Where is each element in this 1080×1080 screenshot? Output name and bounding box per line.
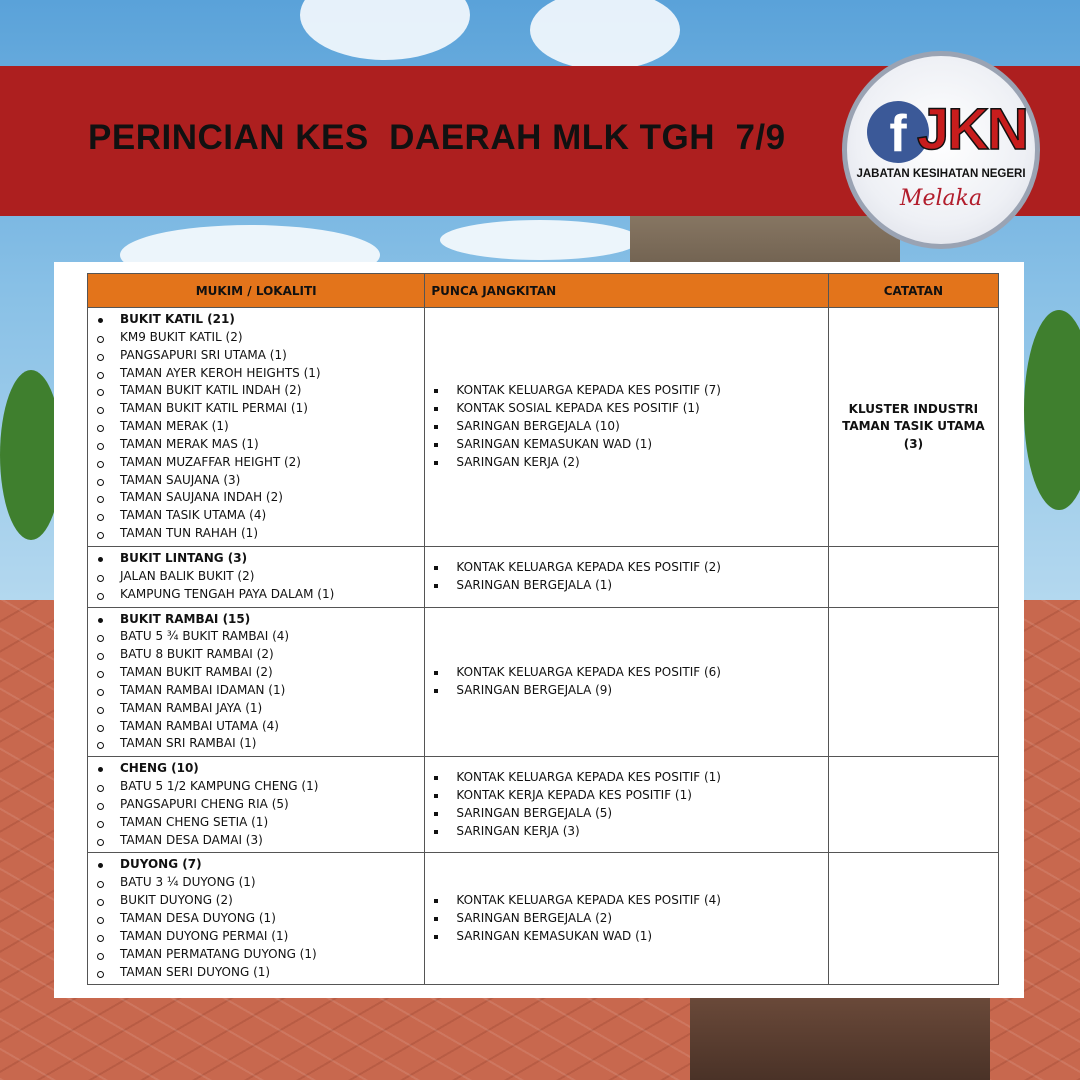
locality-item: KM9 BUKIT KATIL (2): [94, 329, 424, 347]
source-cell: [425, 308, 828, 547]
note-cell: [828, 308, 998, 547]
source-item: KONTAK KELUARGA KEPADA KES POSITIF (6): [434, 664, 827, 682]
locality-item: TAMAN MERAK (1): [94, 418, 424, 436]
locality-item: TAMAN SRI RAMBAI (1): [94, 735, 424, 753]
header-punca: PUNCA JANGKITAN: [425, 274, 828, 308]
tree: [0, 370, 62, 540]
mukim-cell: [88, 546, 425, 607]
note-cell: [828, 757, 998, 853]
locality-item: PANGSAPURI SRI UTAMA (1): [94, 347, 424, 365]
source-item: KONTAK KELUARGA KEPADA KES POSITIF (4): [434, 892, 827, 910]
mukim-name: DUYONG (7): [94, 856, 424, 874]
mukim-name: BUKIT RAMBAI (15): [94, 611, 424, 629]
logo-subtitle: JABATAN KESIHATAN NEGERI: [856, 168, 1026, 180]
locality-item: TAMAN DESA DAMAI (3): [94, 832, 424, 850]
source-cell: [425, 607, 828, 757]
source-item: SARINGAN KERJA (3): [434, 823, 827, 841]
source-item: SARINGAN KERJA (2): [434, 454, 827, 472]
locality-item: TAMAN TASIK UTAMA (4): [94, 507, 424, 525]
note-cell: [828, 546, 998, 607]
source-item: SARINGAN BERGEJALA (10): [434, 418, 827, 436]
locality-item: TAMAN PERMATANG DUYONG (1): [94, 946, 424, 964]
locality-item: TAMAN MERAK MAS (1): [94, 436, 424, 454]
source-item: SARINGAN BERGEJALA (2): [434, 910, 827, 928]
locality-item: PANGSAPURI CHENG RIA (5): [94, 796, 424, 814]
locality-item: TAMAN CHENG SETIA (1): [94, 814, 424, 832]
locality-item: TAMAN DUYONG PERMAI (1): [94, 928, 424, 946]
mukim-name: BUKIT LINTANG (3): [94, 550, 424, 568]
note-line: KLUSTER INDUSTRI: [848, 401, 979, 416]
note-cell: [828, 607, 998, 757]
locality-item: TAMAN SAUJANA (3): [94, 472, 424, 490]
locality-item: BATU 8 BUKIT RAMBAI (2): [94, 646, 424, 664]
mukim-name: BUKIT KATIL (21): [94, 311, 424, 329]
mukim-cell: [88, 757, 425, 853]
locality-item: BATU 5 ¾ BUKIT RAMBAI (4): [94, 628, 424, 646]
note-line: (3): [903, 436, 924, 451]
header-mukim: MUKIM / LOKALITI: [88, 274, 425, 308]
source-item: KONTAK KELUARGA KEPADA KES POSITIF (7): [434, 382, 827, 400]
table-header-row: [88, 274, 999, 308]
mukim-name: CHENG (10): [94, 760, 424, 778]
locality-item: JALAN BALIK BUKIT (2): [94, 568, 424, 586]
source-item: SARINGAN BERGEJALA (5): [434, 805, 827, 823]
source-item: KONTAK KERJA KEPADA KES POSITIF (1): [434, 787, 827, 805]
locality-item: BUKIT DUYONG (2): [94, 892, 424, 910]
locality-item: TAMAN RAMBAI UTAMA (4): [94, 718, 424, 736]
source-item: KONTAK KELUARGA KEPADA KES POSITIF (1): [434, 769, 827, 787]
jkn-logo: [842, 51, 1040, 249]
source-item: SARINGAN BERGEJALA (1): [434, 577, 827, 595]
locality-item: TAMAN RAMBAI JAYA (1): [94, 700, 424, 718]
table-row: [88, 853, 999, 985]
locality-item: TAMAN BUKIT KATIL INDAH (2): [94, 382, 424, 400]
locality-item: TAMAN SAUJANA INDAH (2): [94, 489, 424, 507]
table-row: [88, 546, 999, 607]
source-cell: [425, 546, 828, 607]
ruin-wall: [690, 995, 990, 1080]
logo-script: Melaka: [899, 186, 983, 211]
table-row: [88, 607, 999, 757]
logo-acronym: JKN: [917, 97, 1028, 162]
cloud: [440, 220, 640, 260]
source-item: SARINGAN KEMASUKAN WAD (1): [434, 928, 827, 946]
locality-item: TAMAN RAMBAI IDAMAN (1): [94, 682, 424, 700]
locality-item: TAMAN DESA DUYONG (1): [94, 910, 424, 928]
locality-item: TAMAN AYER KEROH HEIGHTS (1): [94, 365, 424, 383]
source-item: KONTAK SOSIAL KEPADA KES POSITIF (1): [434, 400, 827, 418]
mukim-cell: [88, 853, 425, 985]
note-line: TAMAN TASIK UTAMA: [842, 419, 985, 434]
mukim-cell: [88, 607, 425, 757]
locality-item: BATU 3 ¼ DUYONG (1): [94, 874, 424, 892]
page-title: PERINCIAN KES DAERAH MLK TGH 7/9: [88, 118, 786, 157]
note-cell: [828, 853, 998, 985]
mukim-cell: [88, 308, 425, 547]
source-item: SARINGAN BERGEJALA (9): [434, 682, 827, 700]
locality-item: KAMPUNG TENGAH PAYA DALAM (1): [94, 586, 424, 604]
table-row: [88, 308, 999, 547]
facebook-icon: f: [867, 101, 929, 163]
source-cell: [425, 757, 828, 853]
source-item: SARINGAN KEMASUKAN WAD (1): [434, 436, 827, 454]
header-catatan: CATATAN: [828, 274, 998, 308]
locality-item: BATU 5 1/2 KAMPUNG CHENG (1): [94, 778, 424, 796]
source-item: KONTAK KELUARGA KEPADA KES POSITIF (2): [434, 559, 827, 577]
locality-item: TAMAN TUN RAHAH (1): [94, 525, 424, 543]
locality-item: TAMAN MUZAFFAR HEIGHT (2): [94, 454, 424, 472]
table-row: [88, 757, 999, 853]
locality-item: TAMAN BUKIT KATIL PERMAI (1): [94, 400, 424, 418]
case-table: [87, 273, 999, 985]
locality-item: TAMAN BUKIT RAMBAI (2): [94, 664, 424, 682]
source-cell: [425, 853, 828, 985]
locality-item: TAMAN SERI DUYONG (1): [94, 964, 424, 982]
